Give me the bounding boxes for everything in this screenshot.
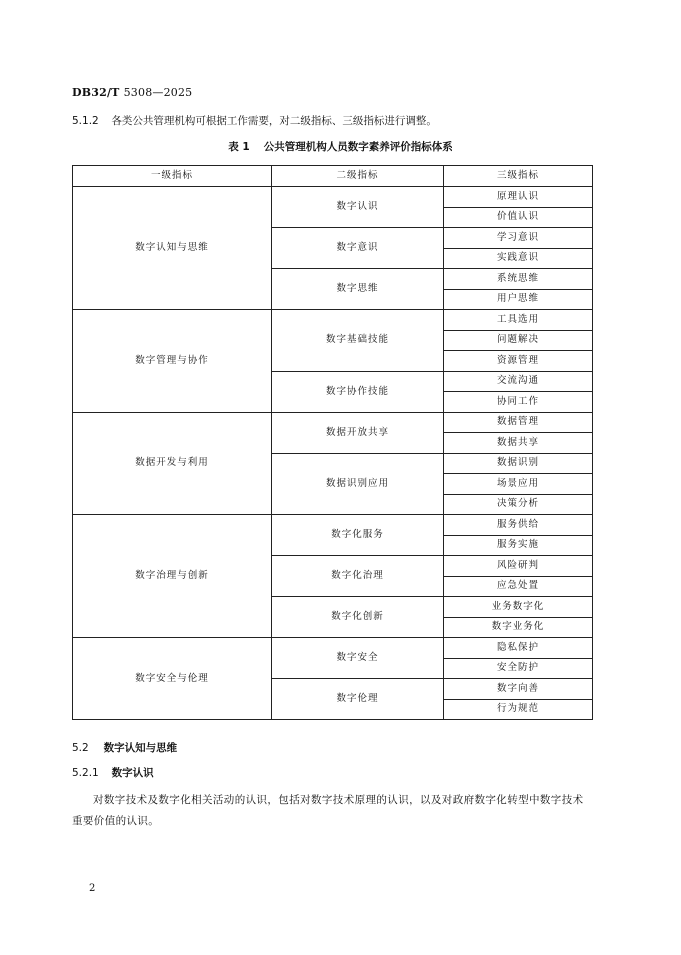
table-header-row <box>73 166 593 187</box>
clause-number: 5.1.2 <box>72 115 99 127</box>
level-3-cell: 决策分析 <box>444 494 593 515</box>
level-3-cell: 数据管理 <box>444 412 593 433</box>
section-title: 数字认知与思维 <box>103 742 178 754</box>
level-2-cell: 数字化创新 <box>272 597 444 638</box>
document-code <box>72 86 192 99</box>
level-2-cell: 数字基础技能 <box>272 310 444 372</box>
level-2-cell: 数字协作技能 <box>272 371 444 412</box>
level-2-cell: 数字化治理 <box>272 556 444 597</box>
level-3-cell: 行为规范 <box>444 699 593 720</box>
table-row <box>73 310 593 331</box>
level-3-cell: 数字业务化 <box>444 617 593 638</box>
level-3-cell: 数字向善 <box>444 679 593 700</box>
page-number: 2 <box>89 883 96 894</box>
clause-5-1-2 <box>72 113 437 128</box>
level-3-cell: 资源管理 <box>444 351 593 372</box>
level-3-cell: 业务数字化 <box>444 597 593 618</box>
section-number: 5.2 <box>72 742 89 754</box>
header-level-2: 二级指标 <box>272 166 444 187</box>
level-3-cell: 价值认识 <box>444 207 593 228</box>
level-3-cell: 服务供给 <box>444 515 593 536</box>
level-3-cell: 协同工作 <box>444 392 593 413</box>
level-3-cell: 数据识别 <box>444 453 593 474</box>
table-row <box>73 187 593 208</box>
level-3-cell: 隐私保护 <box>444 638 593 659</box>
section-title: 数字认识 <box>111 767 154 779</box>
header-level-3: 三级指标 <box>444 166 593 187</box>
level-1-cell: 数字安全与伦理 <box>73 638 272 720</box>
table-label: 表 1 <box>228 141 250 153</box>
level-2-cell: 数字安全 <box>272 638 444 679</box>
level-1-cell: 数字认知与思维 <box>73 187 272 310</box>
clause-text: 各类公共管理机构可根据工作需要，对二级指标、三级指标进行调整。 <box>111 115 437 127</box>
indicator-table <box>72 165 593 720</box>
level-3-cell: 问题解决 <box>444 330 593 351</box>
table-row <box>73 515 593 536</box>
level-2-cell: 数据开放共享 <box>272 412 444 453</box>
level-3-cell: 用户思维 <box>444 289 593 310</box>
level-2-cell: 数字伦理 <box>272 679 444 720</box>
section-number: 5.2.1 <box>72 767 99 779</box>
level-3-cell: 系统思维 <box>444 269 593 290</box>
level-2-cell: 数字思维 <box>272 269 444 310</box>
level-3-cell: 风险研判 <box>444 556 593 577</box>
level-3-cell: 实践意识 <box>444 248 593 269</box>
body-paragraph: 对数字技术及数字化相关活动的认识，包括对数字技术原理的认识，以及对政府数字化转型中数字技术重要价值的认识。 <box>72 794 584 827</box>
table-title: 公共管理机构人员数字素养评价指标体系 <box>263 141 453 153</box>
level-3-cell: 服务实施 <box>444 535 593 556</box>
level-2-cell: 数字认识 <box>272 187 444 228</box>
level-1-cell: 数字管理与协作 <box>73 310 272 413</box>
level-2-cell: 数据识别应用 <box>272 453 444 515</box>
table-row <box>73 638 593 659</box>
level-3-cell: 数据共享 <box>444 433 593 454</box>
section-heading-5-2 <box>72 740 177 755</box>
level-2-cell: 数字化服务 <box>272 515 444 556</box>
level-1-cell: 数据开发与利用 <box>73 412 272 515</box>
table-caption <box>0 139 681 154</box>
document-code-prefix: DB32/T <box>72 86 120 99</box>
level-1-cell: 数字治理与创新 <box>73 515 272 638</box>
level-2-cell: 数字意识 <box>272 228 444 269</box>
level-3-cell: 原理认识 <box>444 187 593 208</box>
level-3-cell: 应急处置 <box>444 576 593 597</box>
section-heading-5-2-1 <box>72 765 154 780</box>
level-3-cell: 安全防护 <box>444 658 593 679</box>
level-3-cell: 场景应用 <box>444 474 593 495</box>
level-3-cell: 交流沟通 <box>444 371 593 392</box>
header-level-1: 一级指标 <box>73 166 272 187</box>
level-3-cell: 学习意识 <box>444 228 593 249</box>
table-row <box>73 412 593 433</box>
document-code-number: 5308—2025 <box>123 86 193 99</box>
level-3-cell: 工具选用 <box>444 310 593 331</box>
